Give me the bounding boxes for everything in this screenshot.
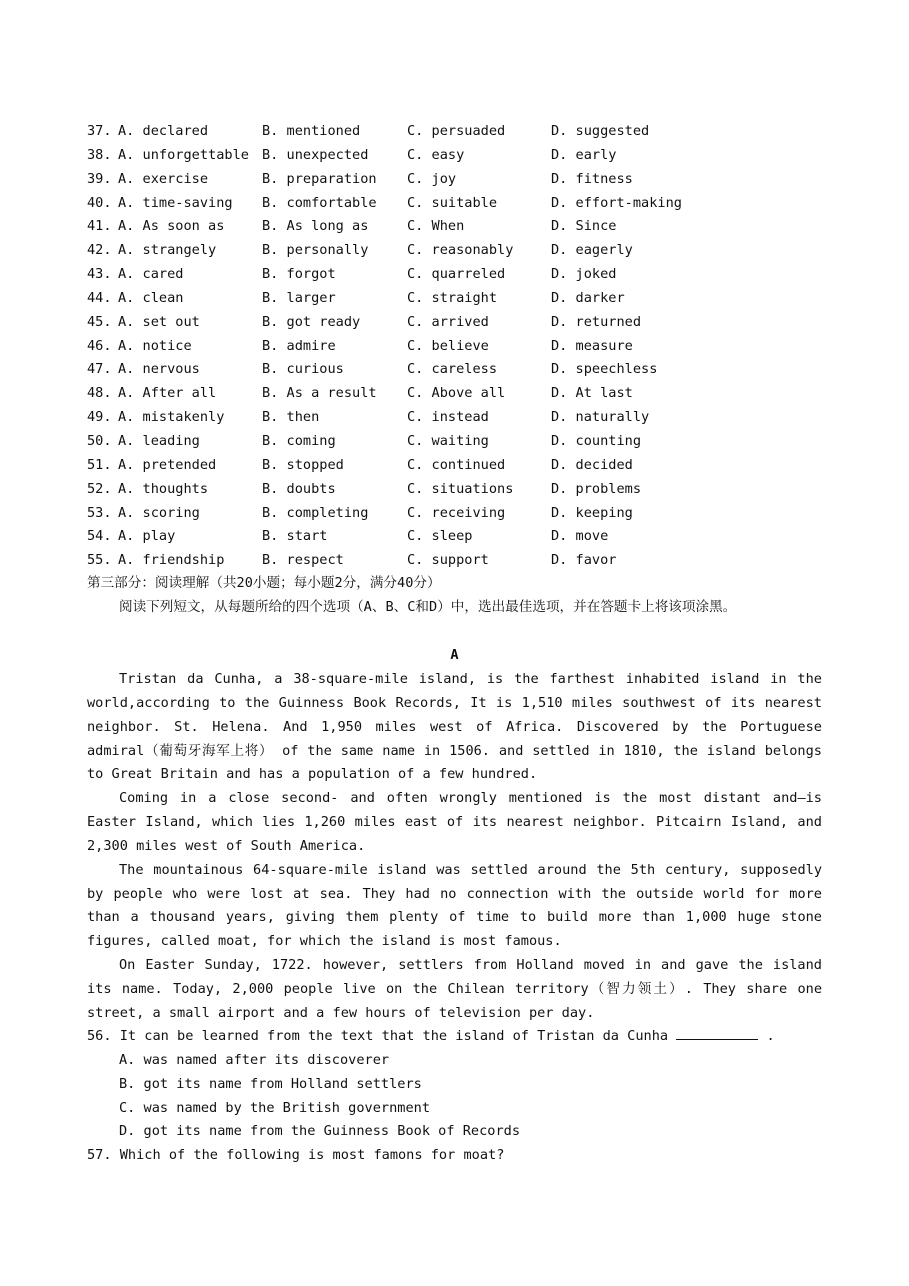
option-d: D. measure (551, 337, 633, 354)
option-b: B. start (262, 528, 328, 545)
question-number: 48. (87, 385, 112, 402)
option-b: B. then (262, 409, 320, 426)
option-c: C. joy (407, 170, 457, 187)
option-c: C. straight (407, 289, 498, 306)
option-a: A. After all (118, 385, 217, 402)
instructions: 阅读下列短文，从每题所给的四个选项（A、B、C和D）中，选出最佳选项，并在答题卡上将该项涂黑。 (119, 599, 737, 615)
list-item (87, 478, 847, 502)
option-a: A. As soon as (118, 218, 225, 235)
option-a: A. was named after its discoverer (119, 1051, 390, 1068)
option-a: A. pretended (118, 456, 217, 473)
option-c: C. quarreled (407, 266, 506, 283)
option-d: D. speechless (551, 361, 658, 378)
list-item (87, 525, 847, 549)
list-item (87, 454, 847, 478)
option-c: C. receiving (407, 504, 506, 521)
option-d: D. darker (551, 289, 625, 306)
option-c: C. careless (407, 361, 498, 378)
option-c: C. waiting (407, 432, 489, 449)
option-d: D. problems (551, 480, 642, 497)
question-number: 45. (87, 313, 112, 330)
question-number: 43. (87, 266, 112, 283)
option-a: A. scoring (118, 504, 200, 521)
option-d: D. naturally (551, 409, 650, 426)
question-number: 46. (87, 337, 112, 354)
answer-blank (676, 1025, 758, 1040)
question-number: 53. (87, 504, 112, 521)
option-b: B. comfortable (262, 194, 377, 211)
option-d: D. suggested (551, 123, 650, 139)
question-number: 52. (87, 480, 112, 497)
option-b: B. forgot (262, 266, 336, 283)
option-b: B. As long as (262, 218, 369, 235)
cloze-options (87, 120, 847, 573)
option-d: D. decided (551, 456, 633, 473)
question-57: 57. Which of the following is most famons for moat? (87, 1147, 505, 1164)
option-d: D. eagerly (551, 242, 633, 259)
option-b: B. As a result (262, 385, 377, 402)
list-item (87, 263, 847, 287)
list-item (87, 144, 847, 168)
list-item (87, 215, 847, 239)
list-item (87, 287, 847, 311)
option-a: A. clean (118, 289, 184, 306)
option-d: D. effort-making (551, 194, 682, 211)
question-number: 47. (87, 361, 112, 378)
list-item (87, 311, 847, 335)
option-a: A. friendship (118, 552, 225, 569)
option-d: D. Since (551, 218, 617, 235)
option-d: D. keeping (551, 504, 633, 521)
option-c: C. suitable (407, 194, 498, 211)
option-a: A. notice (118, 337, 192, 354)
option-c: C. reasonably (407, 242, 514, 259)
question-number: 44. (87, 289, 112, 306)
list-item (87, 549, 847, 573)
option-b: B. completing (262, 504, 369, 521)
paragraph: The mountainous 64-square-mile island was settled around the 5th century, supposedly by people who were lost at sea. They had no connection with the outside world for more than a thousand years, giving them plenty of time to build more than 1,000 huge stone figures, called moat, for which the island is most famous. (87, 861, 822, 950)
option-a: A. time-saving (118, 194, 233, 211)
option-c: C. continued (407, 456, 506, 473)
paragraph: On Easter Sunday, 1722. however, settlers from Holland moved in and gave the island its name. Today, 2,000 people live on the Chilean territory（智力领土）. They share one street, a small airport and a few hours of television per day. (87, 957, 822, 1021)
question-number: 40. (87, 194, 112, 211)
option-b: B. mentioned (262, 123, 361, 139)
option-d: D. favor (551, 552, 617, 569)
option-b: B. respect (262, 552, 344, 569)
option-a: A. declared (118, 123, 209, 139)
option-b: B. stopped (262, 456, 344, 473)
question-number: 51. (87, 456, 112, 473)
list-item (87, 502, 847, 526)
option-d: D. returned (551, 313, 642, 330)
option-b: B. coming (262, 432, 336, 449)
option-d: D. early (551, 146, 617, 163)
option-c: C. situations (407, 480, 514, 497)
option-b: B. preparation (262, 170, 377, 187)
option-d: D. counting (551, 432, 642, 449)
question-56 (87, 1025, 822, 1049)
list-item (87, 382, 847, 406)
list-item (87, 430, 847, 454)
option-c: C. sleep (407, 528, 473, 545)
option-a: A. leading (118, 432, 200, 449)
option-c: C. was named by the British government (119, 1099, 430, 1116)
question-number: 54. (87, 528, 112, 545)
list-item (87, 168, 847, 192)
option-b: B. doubts (262, 480, 336, 497)
option-b: B. got ready (262, 313, 361, 330)
option-d: D. got its name from the Guinness Book of Records (119, 1123, 521, 1140)
paragraph: Tristan da Cunha, a 38-square-mile island, is the farthest inhabited island in the world,according to the Guinness Book Records, It is 1,510 miles southwest of its nearest neighbor. St. Helena. And 1,950 miles west of Africa. Discovered by the Portuguese admiral（葡萄牙海军上将） of the same name in 1506. and settled in 1810, the island belongs to Great Britain and has a population of a few hundred. (87, 671, 822, 783)
option-b: B. got its name from Holland settlers (119, 1075, 422, 1092)
paragraph: Coming in a close second- and often wrongly mentioned is the most distant and—is Easter Island, which lies 1,260 miles east of its nearest neighbor. Pitcairn Island, and 2,300 miles west of South America. (87, 790, 822, 854)
option-c: C. When (407, 218, 465, 235)
option-a: A. set out (118, 313, 200, 330)
option-c: C. Above all (407, 385, 506, 402)
question-number: 38. (87, 146, 112, 163)
passage-title: A (450, 647, 459, 663)
option-c: C. instead (407, 409, 489, 426)
list-item (87, 239, 847, 263)
list-item (87, 192, 847, 216)
option-a: A. play (118, 528, 176, 545)
option-a: A. unforgettable (118, 146, 249, 163)
list-item (87, 406, 847, 430)
questions (87, 1025, 822, 1168)
question-number: 49. (87, 409, 112, 426)
list-item (87, 335, 847, 359)
question-number: 42. (87, 242, 112, 259)
option-c: C. persuaded (407, 123, 506, 139)
reading-passage (87, 668, 822, 1026)
question-number: 55. (87, 552, 112, 569)
option-d: D. fitness (551, 170, 633, 187)
question-end: . (766, 1028, 775, 1044)
option-a: A. mistakenly (118, 409, 225, 426)
option-a: A. exercise (118, 170, 209, 187)
option-b: B. unexpected (262, 146, 369, 163)
question-number: 37. (87, 123, 112, 139)
option-c: C. easy (407, 146, 465, 163)
option-c: C. support (407, 552, 489, 569)
question-number: 41. (87, 218, 112, 235)
option-a: A. strangely (118, 242, 217, 259)
option-b: B. admire (262, 337, 336, 354)
list-item (87, 358, 847, 382)
option-c: C. arrived (407, 313, 489, 330)
option-b: B. personally (262, 242, 369, 259)
option-d: D. joked (551, 266, 617, 283)
option-a: A. nervous (118, 361, 200, 378)
option-d: D. At last (551, 385, 633, 402)
option-c: C. believe (407, 337, 489, 354)
option-a: A. cared (118, 266, 184, 283)
option-b: B. larger (262, 289, 336, 306)
section-heading: 第三部分：阅读理解（共20小题；每小题2分，满分40分） (87, 575, 441, 591)
option-d: D. move (551, 528, 609, 545)
question-number: 50. (87, 432, 112, 449)
question-number: 39. (87, 170, 112, 187)
question-stem: 56. It can be learned from the text that the island of Tristan da Cunha (87, 1028, 669, 1044)
option-a: A. thoughts (118, 480, 209, 497)
option-b: B. curious (262, 361, 344, 378)
list-item (87, 120, 847, 144)
